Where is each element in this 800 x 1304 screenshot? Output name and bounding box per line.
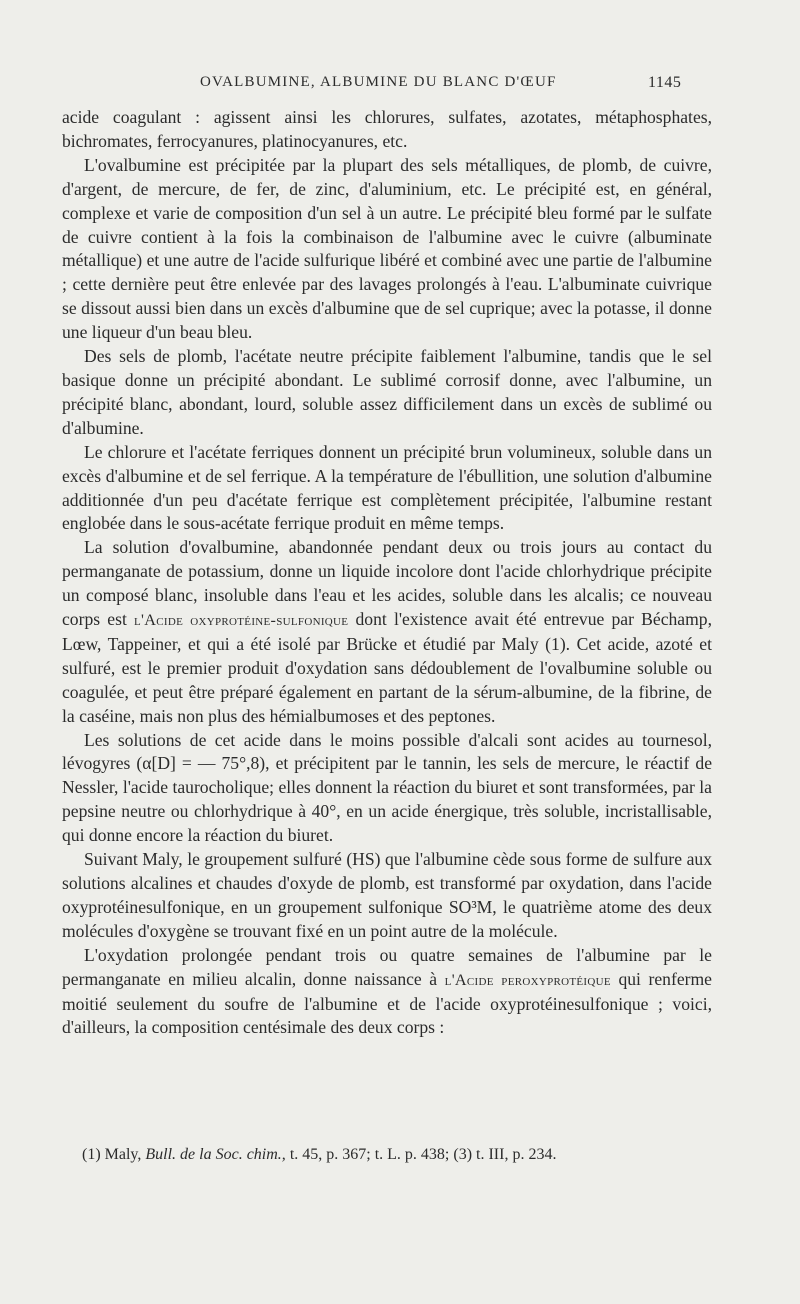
footnote-journal: Bull. de la Soc. chim., <box>145 1146 286 1163</box>
paragraph-text: La solution d'ovalbumine, abandonnée pendant deux ou trois jours au contact du permanganate de potassium, donne un liquide incolore dont l'acide chlorhydrique précipite un composé blanc, insoluble dans l'eau et les acides, soluble dans les alcalis; ce nouveau corps est <box>62 537 712 630</box>
paragraph: acide coagulant : agissent ainsi les chlorures, sulfates, azotates, métaphosphates, bichromates, ferrocyanures, platinocyanures, etc. <box>62 107 712 151</box>
paragraph: Le chlorure et l'acétate ferriques donnent un précipité brun volumineux, soluble dans un excès d'albumine et de sel ferrique. A la température de l'ébullition, une solution d'albumine additionnée d'un peu d'acétate ferrique est complètement précipitée, l'albumine restant englobée dans le sous-acétate ferrique produit en même temps. <box>62 441 712 534</box>
paragraph: Suivant Maly, le groupement sulfuré (HS) que l'albumine cède sous forme de sulfure aux solutions alcalines et chaudes d'oxyde de plomb, est transformé par oxydation, dans l'acide oxyprotéinesulfonique, en un groupement sulfonique SO³M, le quatrième atome des deux molécules d'oxygène se trouvant fixé en un point autre de la molécule. <box>62 849 712 941</box>
paragraph: Les solutions de cet acide dans le moins possible d'alcali sont acides au tournesol, lévogyres (α[D] = — 75°,8), et précipitent par le tannin, les sels de mercure, le réactif de Nessler, l'acide taurocholique; elles donnent la réaction du biuret et sont transformées, par la pepsine neutre ou chlorhydrique à 40°, en un acide énergique, très soluble, incristallisable, qui donne encore la réaction du biuret. <box>62 729 712 846</box>
running-header: OVALBUMINE, ALBUMINE DU BLANC D'ŒUF <box>200 74 557 90</box>
body-text <box>62 106 712 1040</box>
paragraph: L'ovalbumine est précipitée par la plupart des sels métalliques, de plomb, de cuivre, d'argent, de mercure, de fer, de zinc, d'aluminium, etc. Le précipité est, en général, complexe et varie de composition d'un sel à un autre. Le précipité bleu formé par le sulfate de cuivre contient à la fois la combinaison de l'albumine avec le cuivre (albuminate métallique) et une autre de l'acide sulfurique libéré et combiné avec une partie de l'albumine ; cette dernière peut être enlevée par des lavages prolongés à l'eau. L'albuminate cuivrique se dissout aussi bien dans un excès d'albumine que de sel cuprique; avec la potasse, il donne une liqueur d'un beau bleu. <box>62 154 712 343</box>
paragraph-text: L'oxydation prolongée pendant trois ou quatre semaines de l'albumine par le permanganate en milieu alcalin, donne naissance à <box>62 944 712 989</box>
compound-name: l'Acide oxyprotéine-sulfonique <box>134 611 349 630</box>
footnote-author: Maly, <box>104 1146 142 1163</box>
paragraph <box>62 536 712 728</box>
footnote <box>82 1146 702 1164</box>
paragraph <box>62 944 712 1041</box>
page-number: 1145 <box>648 74 682 91</box>
paragraph-text: qui renferme moitié seulement du soufre de l'albumine et de l'acide oxyprotéinesulfonique ; voici, d'ailleurs, la composition centésimale des deux corps : <box>62 968 712 1038</box>
footnote-reference: t. 45, p. 367; t. L. p. 438; (3) t. III, p. 234. <box>289 1146 557 1163</box>
paragraph: Des sels de plomb, l'acétate neutre précipite faiblement l'albumine, tandis que le sel basique donne un précipité abondant. Le sublimé corrosif donne, avec l'albumine, un précipité blanc, abondant, lourd, soluble assez difficilement dans un excès de sublimé ou d'albumine. <box>62 346 712 438</box>
footnote-marker: (1) <box>82 1146 101 1163</box>
compound-name: l'Acide peroxyprotéique <box>444 970 611 989</box>
paragraph-text: dont l'existence avait été entrevue par Béchamp, Lœw, Tappeiner, et qui a été isolé par Brücke et étudié par Maly (1). Cet acide, azoté et sulfuré, est le premier produit d'oxydation sans dédoublement de l'ovalbumine soluble ou coagulée, et peut être préparé également en partant de la sérum-albumine, de la fibrine, de la caséine, mais non plus des hémialbumoses et des peptones. <box>62 609 712 726</box>
